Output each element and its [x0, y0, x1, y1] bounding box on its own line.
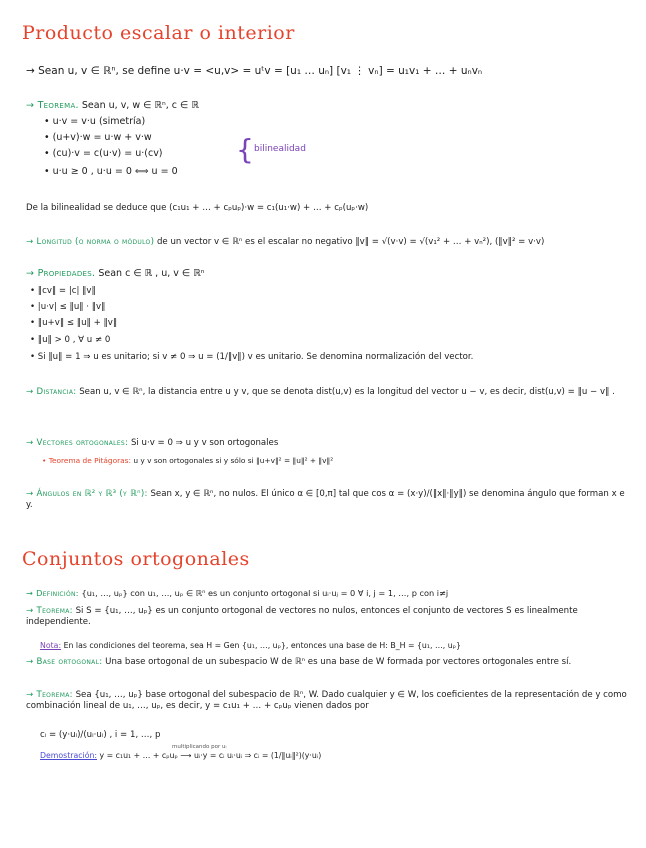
teorema2-heading: → Teorema: — [26, 690, 73, 700]
theorem-line — [26, 100, 199, 111]
propiedades-heading: → Propiedades. — [26, 268, 96, 279]
longitud-line — [26, 237, 544, 248]
distancia-block — [26, 387, 626, 398]
section-title-conjuntos-ortogonales: Conjuntos ortogonales — [22, 548, 250, 570]
teorema1-heading: → Teorema: — [26, 606, 73, 616]
demostracion-line — [40, 750, 321, 761]
angulos-text: Sean x, y ∈ ℝⁿ, no nulos. El único α ∈ [0,π] tal que cos α = (x·y)/(‖x‖·‖y‖) se denomina ángulo que forman x e y. — [26, 489, 625, 510]
demostracion-label: Demostración: — [40, 751, 98, 760]
demostracion-annotation: multiplicando por uᵢ — [172, 744, 227, 750]
longitud-heading: → Longitud (o norma o módulo) — [26, 237, 155, 247]
bilinear-brace: { — [236, 133, 254, 166]
angulos-heading: → Ángulos en ℝ² y ℝ³ (y ℝⁿ): — [26, 489, 148, 499]
pitagoras-line — [42, 455, 333, 466]
ortogonales-line — [26, 438, 278, 449]
pitagoras-text: u y v son ortogonales si y sólo si ‖u+v‖² = ‖u‖² + ‖v‖² — [133, 456, 334, 465]
theorem-prop-1: • u·v = v·u (simetría) — [44, 116, 146, 127]
nota-line — [40, 640, 461, 651]
demostracion-text: y = c₁u₁ + … + cₚuₚ ⟶ uᵢ·y = cᵢ uᵢ·uᵢ ⇒ cᵢ = (1/‖uᵢ‖²)(y·uᵢ) — [99, 751, 322, 760]
base-heading: → Base ortogonal: — [26, 657, 103, 667]
distancia-text: Sean u, v ∈ ℝⁿ, la distancia entre u y v, que se denota dist(u,v) es la longitud del vector u − v, es decir, dist(u,v) = ‖u − v‖ . — [79, 387, 615, 397]
teorema2-text: Sea {u₁, …, uₚ} base ortogonal del subespacio de ℝⁿ, W. Dado cualquier y ∈ W, los coeficientes de la representación de y como combinación lineal de u₁, …, uₚ, es decir, y = c₁u₁ + … + cₚuₚ vienen dados por — [26, 690, 627, 711]
base-text: Una base ortogonal de un subespacio W de ℝⁿ es una base de W formada por vectores ortogonales entre sí. — [105, 657, 572, 667]
theorem-prop-3: • (cu)·v = c(u·v) = u·(cv) — [44, 148, 163, 159]
angulos-block — [26, 489, 626, 511]
base-block — [26, 657, 630, 668]
bilinear-label: bilinealidad — [254, 144, 306, 154]
definition-line: → Sean u, v ∈ ℝⁿ, se define u·v = <u,v> = uᵗv = [u₁ … uₙ] [v₁ ⋮ vₙ] = u₁v₁ + … + uₙvₙ — [26, 65, 483, 77]
longitud-text: de un vector v ∈ ℝⁿ es el escalar no negativo ‖v‖ = √(v·v) = √(v₁² + … + vₙ²), (‖v‖² = v·v) — [156, 237, 545, 247]
propiedad-1: • ‖cv‖ = |c| ‖v‖ — [30, 286, 96, 296]
propiedades-intro: Sean c ∈ ℝ , u, v ∈ ℝⁿ — [98, 268, 205, 279]
teorema2-formula: cᵢ = (y·uᵢ)/(uᵢ·uᵢ) , i = 1, …, p — [40, 730, 161, 740]
propiedad-4: • ‖u‖ > 0 , ∀ u ≠ 0 — [30, 335, 111, 345]
ortogonales-heading: → Vectores ortogonales: — [26, 438, 129, 448]
theorem-prop-4: • u·u ≥ 0 , u·u = 0 ⟺ u = 0 — [44, 166, 178, 177]
theorem-prop-2: • (u+v)·w = u·w + v·w — [44, 132, 152, 143]
definicion-text: {u₁, …, uₚ} con u₁, …, uₚ ∈ ℝⁿ es un conjunto ortogonal si uᵢ·uⱼ = 0 ∀ i, j = 1, …, p con i≠j — [81, 588, 449, 598]
theorem-intro: Sean u, v, w ∈ ℝⁿ, c ∈ ℝ — [81, 100, 199, 111]
theorem-heading: → Teorema. — [26, 100, 79, 111]
teorema1-block — [26, 606, 630, 628]
pitagoras-label: • Teorema de Pitágoras: — [42, 456, 132, 465]
nota-text: En las condiciones del teorema, sea H = Gen {u₁, …, uₚ}, entonces una base de H: B_H = {u₁, …, uₚ} — [63, 641, 461, 650]
distancia-heading: → Distancia: — [26, 387, 77, 397]
propiedad-5: • Si ‖u‖ = 1 ⇒ u es unitario; si v ≠ 0 ⇒ u = (1/‖v‖) v es unitario. Se denomina normalización del vector. — [30, 352, 474, 362]
definicion-heading: → Definición: — [26, 588, 79, 598]
propiedades-line — [26, 268, 205, 279]
nota-label: Nota: — [40, 641, 62, 650]
teorema1-text: Si S = {u₁, …, uₚ} es un conjunto ortogonal de vectores no nulos, entonces el conjunto de vectores S es linealmente independiente. — [26, 606, 578, 627]
propiedad-3: • ‖u+v‖ ≤ ‖u‖ + ‖v‖ — [30, 318, 118, 328]
section-title-producto-escalar: Producto escalar o interior — [22, 22, 295, 44]
propiedad-2: • |u·v| ≤ ‖u‖ · ‖v‖ — [30, 302, 106, 312]
definicion-line — [26, 588, 448, 599]
teorema2-block — [26, 690, 630, 712]
ortogonales-text: Si u·v = 0 ⇒ u y v son ortogonales — [130, 438, 279, 448]
bilinear-deduction: De la bilinealidad se deduce que (c₁u₁ + … + cₚuₚ)·w = c₁(u₁·w) + … + cₚ(uₚ·w) — [26, 203, 369, 213]
